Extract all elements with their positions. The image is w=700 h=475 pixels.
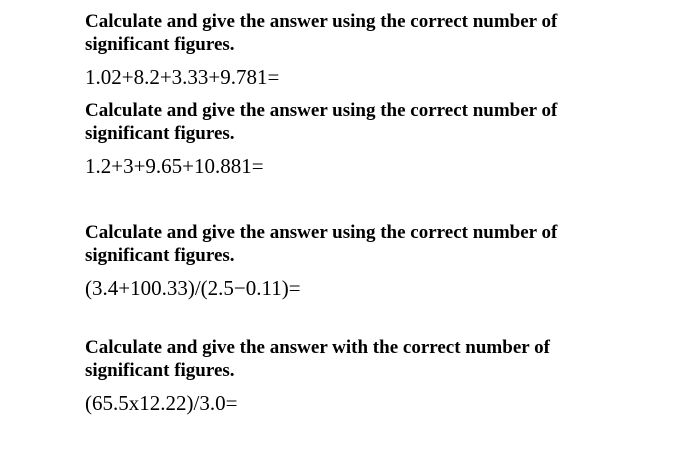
prompt-line-1: Calculate and give the answer with the correct number of <box>85 337 550 358</box>
prompt-line-1: Calculate and give the answer using the correct number of <box>85 100 558 121</box>
question-prompt <box>85 10 665 56</box>
question-1 <box>85 10 665 90</box>
prompt-line-2: significant figures. <box>85 360 235 381</box>
question-prompt <box>85 99 665 145</box>
question-3 <box>85 221 665 301</box>
question-2 <box>85 99 665 179</box>
prompt-line-1: Calculate and give the answer using the correct number of <box>85 11 558 32</box>
question-4 <box>85 336 665 416</box>
question-expression: (3.4+100.33)/(2.5−0.11)= <box>85 276 301 300</box>
prompt-line-2: significant figures. <box>85 123 235 144</box>
prompt-line-1: Calculate and give the answer using the correct number of <box>85 222 558 243</box>
prompt-line-2: significant figures. <box>85 245 235 266</box>
question-prompt <box>85 221 665 267</box>
question-expression: 1.02+8.2+3.33+9.781= <box>85 65 280 89</box>
question-expression: (65.5x12.22)/3.0= <box>85 391 238 415</box>
question-prompt <box>85 336 665 382</box>
question-expression: 1.2+3+9.65+10.881= <box>85 154 264 178</box>
prompt-line-2: significant figures. <box>85 34 235 55</box>
